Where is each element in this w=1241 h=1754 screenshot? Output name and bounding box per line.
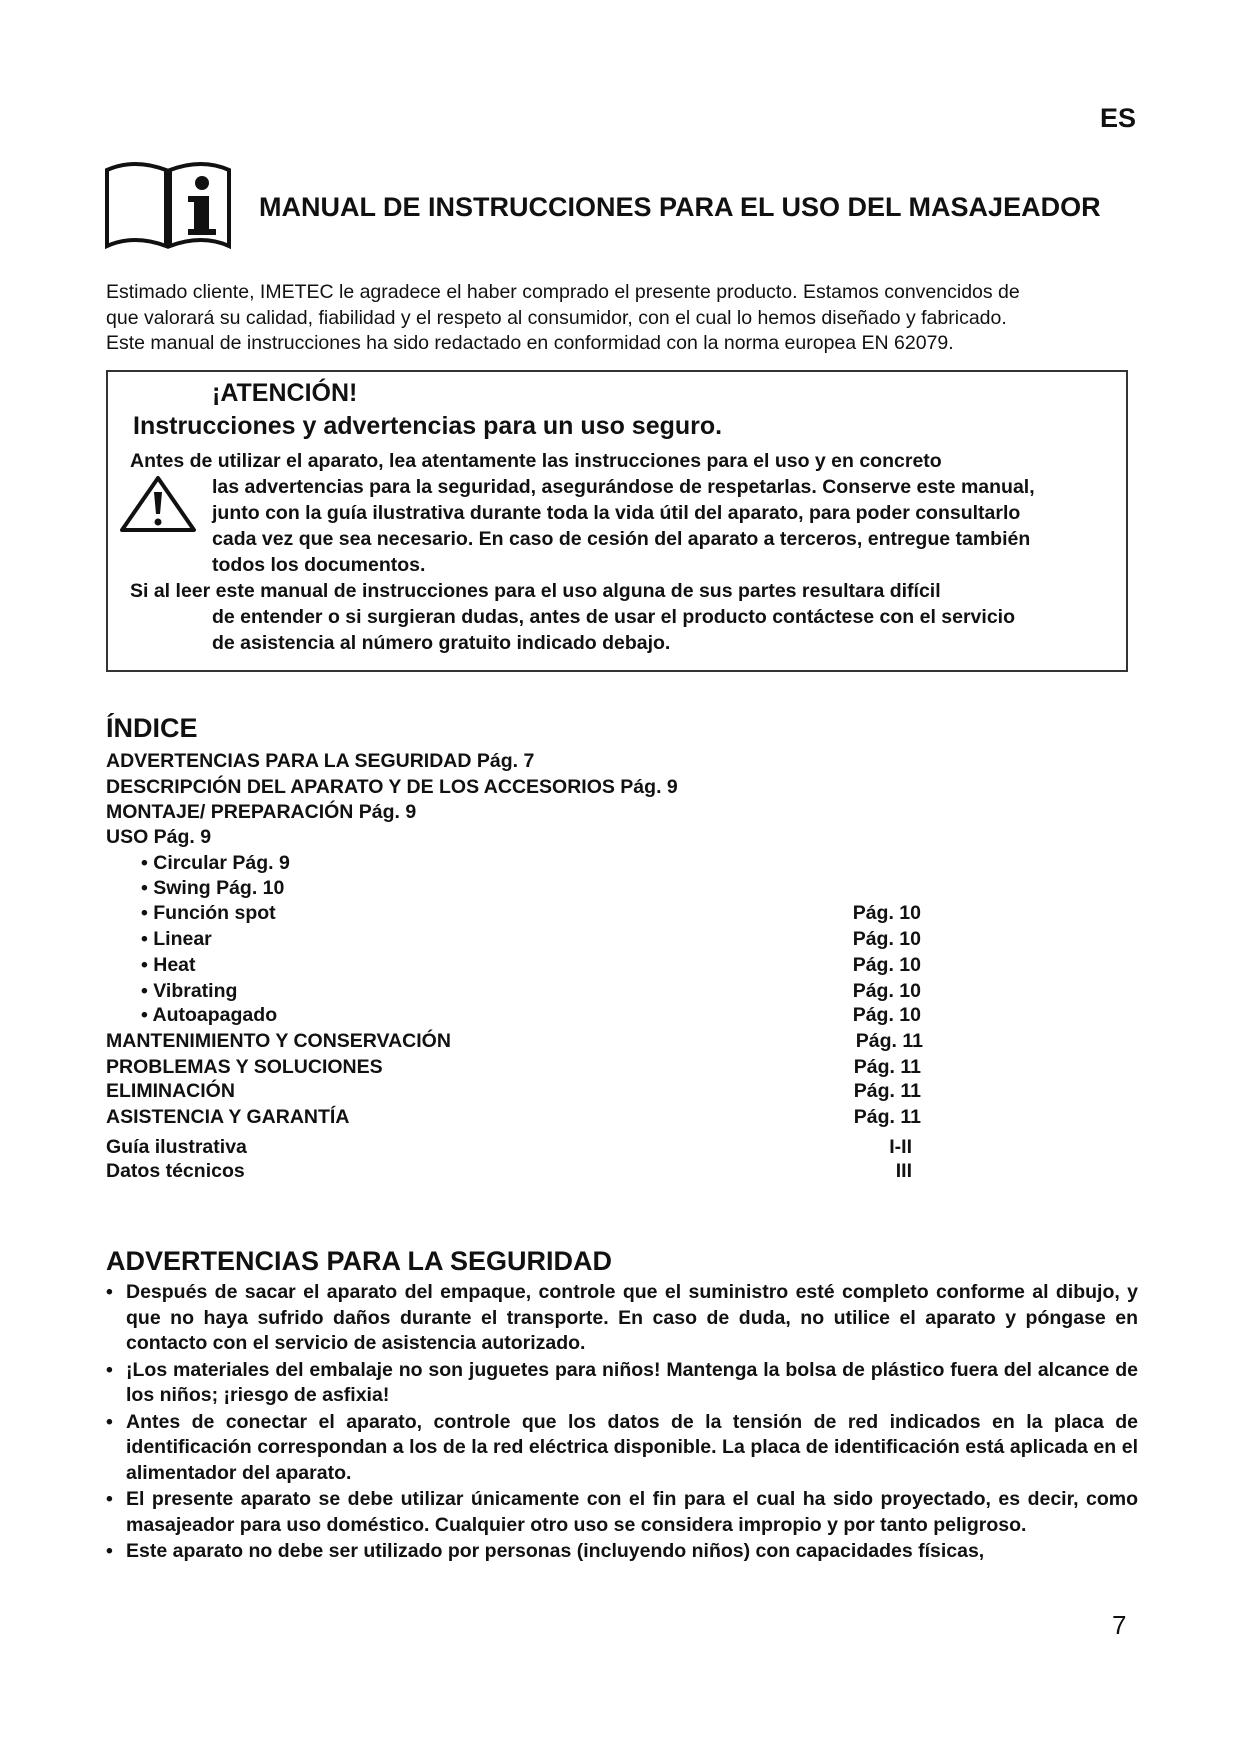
toc-entry-page: Pág. 11: [853, 1056, 921, 1078]
intro-line: Este manual de instrucciones ha sido redactado en conformidad con la norma europea EN 62079.: [106, 332, 954, 354]
toc-entry-page: Pág. 11: [855, 1030, 923, 1052]
toc-entry-page: Pág. 10: [852, 902, 921, 924]
language-code: ES: [1100, 103, 1137, 133]
bullet: •: [106, 1540, 113, 1562]
warning-triangle-icon: [118, 474, 198, 534]
toc-entry-label: • Vibrating: [141, 980, 238, 1002]
bullet: •: [106, 1281, 113, 1303]
list-item: [106, 1410, 1138, 1487]
toc-entry-page: Pág. 10: [852, 980, 921, 1002]
list-item: [106, 1280, 1138, 1357]
list-item: [106, 1358, 1138, 1409]
warning-line: las advertencias para la seguridad, asegurándose de respetarlas. Conserve este manual,: [212, 476, 1035, 498]
index-heading: ÍNDICE: [106, 713, 198, 743]
toc-entry-page: Pág. 10: [852, 928, 921, 950]
toc-entry: USO Pág. 9: [106, 826, 212, 848]
toc-entry-label: ELIMINACIÓN: [106, 1080, 235, 1102]
list-item: [106, 1487, 1138, 1538]
toc-entry-label: MANTENIMIENTO Y CONSERVACIÓN: [106, 1030, 451, 1052]
warning-line: de asistencia al número gratuito indicado debajo.: [212, 632, 671, 654]
toc-entry-page: III: [895, 1160, 912, 1182]
warning-line: de entender o si surgieran dudas, antes de usar el producto contáctese con el servicio: [212, 606, 1015, 628]
list-item-text: Antes de conectar el aparato, controle que los datos de la tensión de red indicados en la placa de identificación correspondan a los de la red eléctrica disponible. La placa de identificación está aplicada en el alimentador del aparato.: [126, 1410, 1138, 1484]
page-title: MANUAL DE INSTRUCCIONES PARA EL USO DEL MASAJEADOR: [259, 192, 1101, 222]
warning-line: Si al leer este manual de instrucciones para el uso alguna de sus partes resultara difícil: [130, 580, 941, 602]
toc-entry-label: • Heat: [141, 954, 196, 976]
toc-entry-page: Pág. 11: [853, 1080, 921, 1102]
toc-entry-label: Datos técnicos: [106, 1160, 245, 1182]
toc-entry: DESCRIPCIÓN DEL APARATO Y DE LOS ACCESORIOS Pág. 9: [106, 776, 678, 798]
bullet: •: [106, 1358, 113, 1381]
toc-entry-page: I-II: [889, 1136, 912, 1158]
toc-entry: ADVERTENCIAS PARA LA SEGURIDAD Pág. 7: [106, 750, 535, 772]
info-book-icon: [104, 156, 232, 252]
warning-line: junto con la guía ilustrativa durante toda la vida útil del aparato, para poder consultarlo: [212, 502, 1021, 524]
toc-entry: • Circular Pág. 9: [141, 852, 290, 874]
list-item: [106, 1539, 1138, 1565]
intro-paragraph: [106, 280, 1136, 357]
toc-entry-label: • Función spot: [141, 902, 276, 924]
toc-entry-label: • Autoapagado: [141, 1004, 278, 1026]
bullet: •: [106, 1488, 113, 1510]
toc-entry-page: Pág. 11: [853, 1106, 921, 1128]
warning-heading: ¡ATENCIÓN!: [212, 379, 358, 407]
safety-heading: ADVERTENCIAS PARA LA SEGURIDAD: [106, 1246, 613, 1276]
toc-entry: • Swing Pág. 10: [141, 877, 285, 899]
toc-entry-page: Pág. 10: [852, 1004, 921, 1026]
toc-entry-label: • Linear: [141, 928, 212, 950]
list-item-text: ¡Los materiales del embalaje no son juguetes para niños! Mantenga la bolsa de plástico fuera del alcance de los niños; ¡riesgo de asfixia!: [126, 1358, 1138, 1406]
page-number: 7: [1112, 1610, 1127, 1640]
toc-entry-label: PROBLEMAS Y SOLUCIONES: [106, 1056, 383, 1078]
warning-subheading: Instrucciones y advertencias para un uso seguro.: [133, 412, 723, 440]
list-item-text: El presente aparato se debe utilizar únicamente con el fin para el cual ha sido proyectado, es decir, como masajeador para uso doméstico. Cualquier otro uso se considera impropio y por tanto peligroso.: [126, 1488, 1138, 1536]
warning-line: Antes de utilizar el aparato, lea atentamente las instrucciones para el uso y en concreto: [130, 450, 942, 472]
toc-entry-label: ASISTENCIA Y GARANTÍA: [106, 1106, 350, 1128]
warning-line: cada vez que sea necesario. En caso de cesión del aparato a terceros, entregue también: [212, 528, 1031, 550]
toc-entry-page: Pág. 10: [852, 954, 921, 976]
toc-entry: MONTAJE/ PREPARACIÓN Pág. 9: [106, 801, 417, 823]
list-item-text: Este aparato no debe ser utilizado por personas (incluyendo niños) con capacidades físicas,: [126, 1540, 985, 1562]
safety-list: [106, 1280, 1138, 1566]
warning-line: todos los documentos.: [212, 554, 426, 576]
list-item-text: Después de sacar el aparato del empaque, controle que el suministro esté completo conforme al dibujo, y que no haya sufrido daños durante el transporte. En caso de duda, no utilice el aparato y póngase en contacto con el servicio de asistencia autorizado.: [126, 1281, 1138, 1354]
intro-line: Estimado cliente, IMETEC le agradece el haber comprado el presente producto. Estamos convencidos de: [106, 281, 1020, 303]
intro-line: que valorará su calidad, fiabilidad y el respeto al consumidor, con el cual lo hemos diseñado y fabricado.: [106, 306, 1007, 329]
toc-entry-label: Guía ilustrativa: [106, 1136, 247, 1158]
bullet: •: [106, 1410, 113, 1433]
